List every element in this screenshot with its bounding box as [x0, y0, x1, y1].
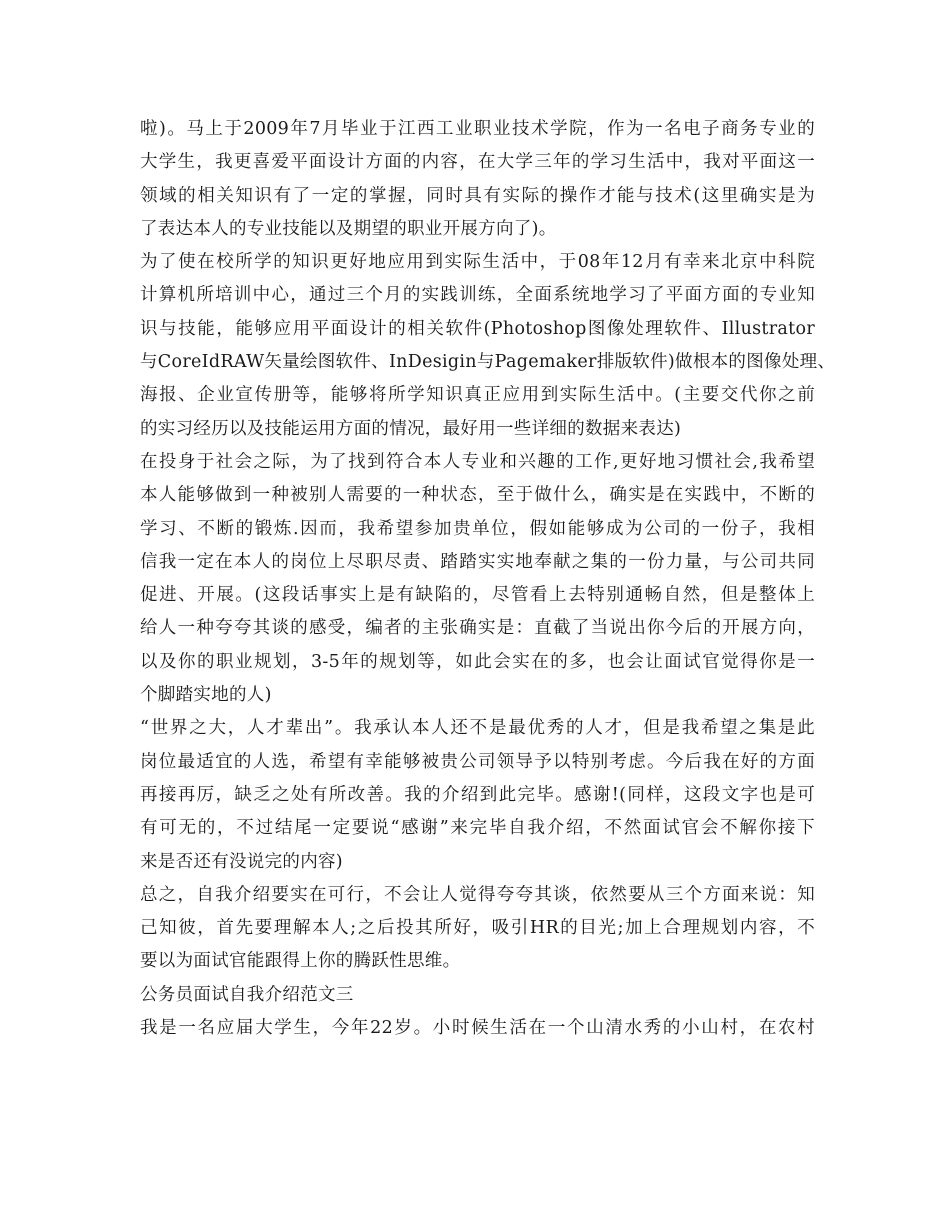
document-body: [140, 113, 836, 1045]
text-line: 信我一定在本人的岗位上尽职尽责、踏踏实实地奉献之集的一份力量，与公司共同: [140, 551, 815, 572]
text-line: 个脚踏实地的人): [140, 685, 272, 706]
text-line: 本人能够做到一种被别人需要的一种状态，至于做什么，确实是在实践中，不断的: [140, 485, 815, 506]
section-heading: 公务员面试自我介绍范文三: [140, 984, 354, 1005]
text-line: 为了使在校所学的知识更好地应用到实际生活中，于08年12月有幸来北京中科院: [140, 252, 815, 273]
text-line: 在投身于社会之际，为了找到符合本人专业和兴趣的工作,更好地习惯社会,我希望: [140, 451, 815, 472]
text-line: 大学生，我更喜爱平面设计方面的内容，在大学三年的学习生活中，我对平面这一: [140, 152, 815, 173]
text-line: “世界之大，人才辈出”。我承认本人还不是最优秀的人才，但是我希望之集是此: [140, 718, 815, 739]
text-line: 海报、企业宣传册等，能够将所学知识真正应用到实际生活中。(主要交代你之前: [140, 385, 815, 406]
text-line: 给人一种夸夸其谈的感受，编者的主张确实是：直截了当说出你今后的开展方向，: [140, 618, 815, 639]
text-line: 计算机所培训中心，通过三个月的实践训练，全面系统地学习了平面方面的专业知: [140, 285, 815, 306]
text-line: 学习、不断的锻炼.因而，我希望参加贵单位，假如能够成为公司的一份子，我相: [140, 518, 815, 539]
text-line: 促进、开展。(这段话事实上是有缺陷的，尽管看上去特别通畅自然，但是整体上: [140, 585, 815, 606]
text-line: 己知彼，首先要理解本人;之后投其所好，吸引HR的目光;加上合理规划内容，不: [140, 918, 815, 939]
text-line: 与CoreIdRAW矢量绘图软件、InDesigin与Pagemaker排版软件)做根本的图像处理、: [140, 352, 836, 373]
text-line: 以及你的职业规划，3-5年的规划等，如此会实在的多，也会让面试官觉得你是一: [140, 651, 815, 672]
text-line: 要以为面试官能跟得上你的腾跃性思维。: [140, 951, 461, 972]
text-line: 来是否还有没说完的内容): [140, 851, 343, 872]
text-line: 识与技能，能够应用平面设计的相关软件(Photoshop图像处理软件、Illustrator: [140, 318, 815, 339]
text-line: 我是一名应届大学生，今年22岁。小时候生活在一个山清水秀的小山村，在农村: [140, 1018, 815, 1039]
text-line: 领域的相关知识有了一定的掌握，同时具有实际的操作才能与技术(这里确实是为: [140, 185, 815, 206]
text-line: 总之，自我介绍要实在可行，不会让人觉得夸夸其谈，依然要从三个方面来说：知: [140, 884, 815, 905]
text-line: 的实习经历以及技能运用方面的情况，最好用一些详细的数据来表达): [140, 418, 682, 439]
text-line: 啦)。马上于2009年7月毕业于江西工业职业技术学院，作为一名电子商务专业的: [140, 119, 815, 139]
text-line: 有可无的，不过结尾一定要说“感谢”来完毕自我介绍，不然面试官会不解你接下: [140, 818, 815, 839]
text-line: 再接再厉，缺乏之处有所改善。我的介绍到此完毕。感谢!(同样，这段文字也是可: [140, 784, 815, 805]
text-line: 了表达本人的专业技能以及期望的职业开展方向了)。: [140, 218, 557, 239]
text-line: 岗位最适宜的人选，希望有幸能够被贵公司领导予以特别考虑。今后我在好的方面: [140, 751, 815, 772]
